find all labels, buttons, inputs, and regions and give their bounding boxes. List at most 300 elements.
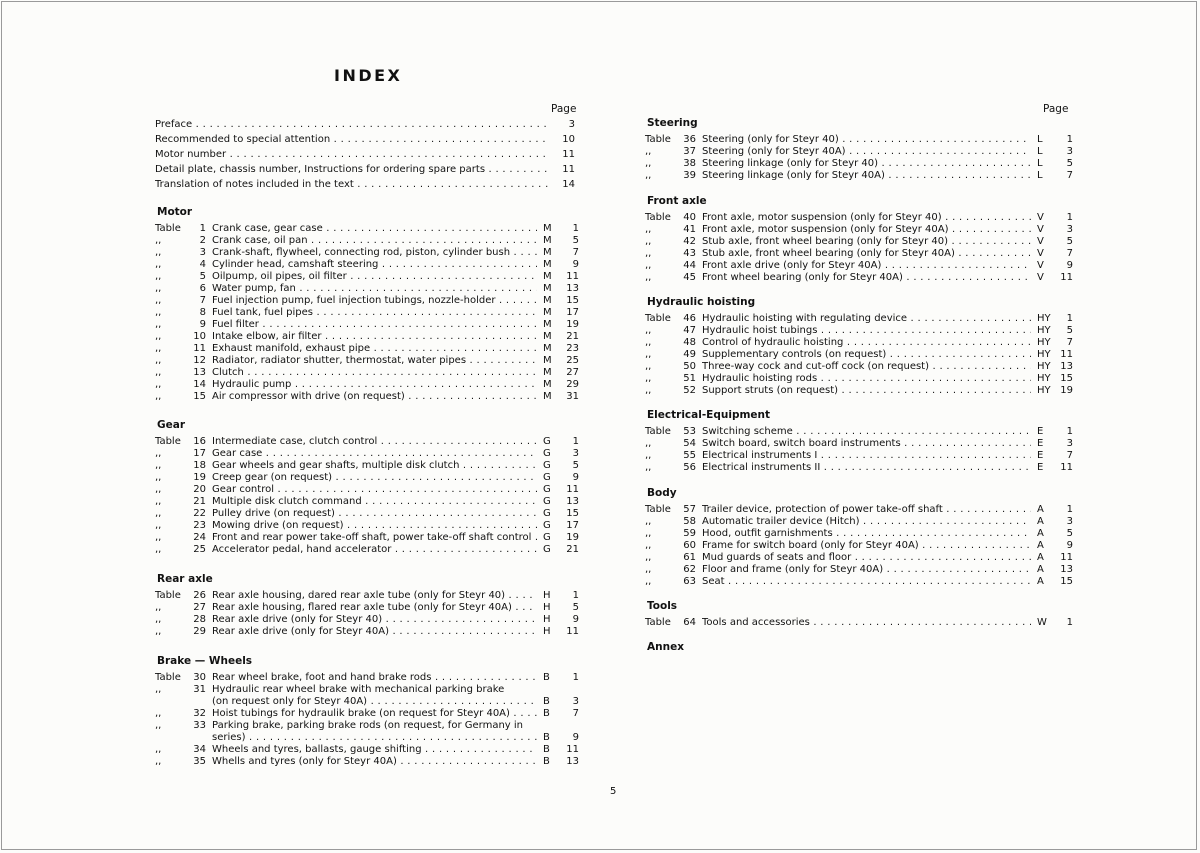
entry-prefix: ,, (645, 576, 652, 587)
table-entry (645, 260, 1073, 272)
table-number: 54 (683, 438, 696, 449)
entry-prefix: Table (645, 212, 671, 223)
entry-prefix: ,, (645, 462, 652, 473)
entry-title: Motor number . . . (155, 149, 549, 161)
entry-title: Rear axle drive (only for Steyr 40) . . . (212, 614, 537, 626)
table-entry (155, 319, 579, 331)
entry-prefix: ,, (155, 379, 162, 390)
entry-title: Automatic trailer device (Hitch) . . . (702, 516, 1031, 528)
table-entry (155, 732, 579, 744)
table-entry (155, 720, 579, 732)
table-entry (645, 236, 1073, 248)
entry-prefix: ,, (155, 307, 162, 318)
table-entry (645, 158, 1073, 170)
entry-page: 7 (1066, 337, 1073, 348)
section-heading: Gear (157, 419, 186, 431)
entry-page: 11 (562, 148, 575, 160)
entry-page: 11 (562, 163, 575, 175)
table-entry (645, 134, 1073, 146)
entry-page: 11 (566, 744, 579, 755)
group-letter: G (543, 544, 551, 555)
entry-page: 17 (566, 307, 579, 318)
entry-page: 11 (566, 626, 579, 637)
entry-title: Detail plate, chassis number, Instructions for ordering spare parts . . . (155, 164, 549, 176)
entry-page: 15 (1060, 576, 1073, 587)
table-number: 28 (193, 614, 206, 625)
section-hydraulic-hoisting (645, 295, 1073, 397)
entry-prefix: ,, (155, 708, 162, 719)
table-number: 8 (199, 307, 206, 318)
entry-title: Crank-shaft, flywheel, connecting rod, piston, cylinder bush . . . (212, 247, 537, 259)
table-number: 55 (683, 450, 696, 461)
table-entry (155, 331, 579, 343)
entry-title: Rear axle drive (only for Steyr 40A) . . . (212, 626, 537, 638)
entry-prefix: ,, (645, 224, 652, 235)
table-number: 39 (683, 170, 696, 181)
entry-page: 25 (566, 355, 579, 366)
entry-page: 27 (566, 367, 579, 378)
group-letter: A (1037, 564, 1044, 575)
group-letter: G (543, 532, 551, 543)
entry-prefix: ,, (645, 385, 652, 396)
entry-title: Parking brake, parking brake rods (on request, for Germany in (212, 720, 523, 731)
entry-title: Front wheel bearing (only for Steyr 40A) . . . (702, 272, 1031, 284)
table-entry (645, 552, 1073, 564)
entry-page: 5 (1066, 158, 1073, 169)
entry-title: Steering linkage (only for Steyr 40A) . . . (702, 170, 1031, 182)
group-letter: G (543, 436, 551, 447)
page-column-header-left: Page (551, 103, 577, 115)
entry-prefix (155, 696, 190, 708)
table-entry (155, 708, 579, 720)
entry-prefix: ,, (155, 343, 162, 354)
group-letter: G (543, 472, 551, 483)
table-entry (155, 367, 579, 379)
table-number: 49 (683, 349, 696, 360)
entry-page: 1 (572, 672, 579, 683)
group-letter: G (543, 508, 551, 519)
table-entry (155, 223, 579, 235)
entry-title: Electrical instruments I . . . (702, 450, 1031, 462)
entry-page: 13 (1060, 564, 1073, 575)
entry-page: 3 (572, 448, 579, 459)
group-letter: G (543, 448, 551, 459)
entry-title: Fuel tank, fuel pipes . . . (212, 307, 537, 319)
table-number: 16 (193, 436, 206, 447)
entry-page: 1 (572, 590, 579, 601)
entry-page: 3 (1066, 438, 1073, 449)
entry-title: Recommended to special attention . . . (155, 134, 549, 146)
table-number: 10 (193, 331, 206, 342)
entry-title: Gear case . . . (212, 448, 537, 460)
table-entry (645, 426, 1073, 438)
table-entry (155, 626, 579, 638)
entry-prefix: ,, (155, 496, 162, 507)
entry-prefix: ,, (645, 373, 652, 384)
table-entry (155, 343, 579, 355)
entry-title: Radiator, radiator shutter, thermostat, water pipes . . . (212, 355, 537, 367)
entry-prefix: ,, (155, 259, 162, 270)
entry-page: 9 (572, 472, 579, 483)
group-letter: B (543, 744, 550, 755)
table-entry (155, 259, 579, 271)
table-entry (155, 283, 579, 295)
group-letter: E (1037, 438, 1044, 449)
table-entry (155, 247, 579, 259)
entry-prefix: ,, (645, 146, 652, 157)
section-heading: Motor (157, 206, 193, 218)
table-number: 40 (683, 212, 696, 223)
table-number: 14 (193, 379, 206, 390)
group-letter (537, 720, 561, 732)
group-letter: HY (1037, 373, 1051, 384)
table-entry (155, 271, 579, 283)
misc-entry (155, 132, 579, 147)
misc-entry (155, 117, 579, 132)
table-entry (645, 504, 1073, 516)
group-letter: L (1037, 170, 1043, 181)
group-letter: V (1037, 236, 1044, 247)
entry-page: 7 (572, 247, 579, 258)
entry-page: 14 (562, 178, 575, 190)
entry-title: Hydraulic hoisting rods . . . (702, 373, 1031, 385)
entry-prefix: Table (155, 223, 181, 234)
entry-page: 11 (1060, 462, 1073, 473)
table-entry (155, 355, 579, 367)
entry-prefix: ,, (155, 744, 162, 755)
table-number: 1 (199, 223, 206, 234)
table-entry (645, 385, 1073, 397)
group-letter: M (543, 271, 552, 282)
group-letter: M (543, 319, 552, 330)
entry-page: 7 (1066, 450, 1073, 461)
table-entry (155, 508, 579, 520)
group-letter: M (543, 259, 552, 270)
entry-page: 5 (1066, 236, 1073, 247)
entry-prefix: ,, (155, 331, 162, 342)
entry-prefix: ,, (155, 544, 162, 555)
entry-page: 10 (562, 133, 575, 145)
entry-page: 21 (566, 544, 579, 555)
entry-title: Preface . . . (155, 119, 549, 131)
table-number: 38 (683, 158, 696, 169)
table-number: 31 (193, 684, 206, 695)
table-entry (645, 248, 1073, 260)
group-letter: V (1037, 224, 1044, 235)
entry-title: Hydraulic pump . . . (212, 379, 537, 391)
group-letter: B (543, 696, 550, 707)
table-number: 32 (193, 708, 206, 719)
entry-prefix: ,, (155, 460, 162, 471)
entry-title: Multiple disk clutch command . . . (212, 496, 537, 508)
section-heading: Annex (647, 641, 684, 653)
table-entry (645, 170, 1073, 182)
entry-page: 17 (566, 520, 579, 531)
misc-list (155, 117, 579, 192)
entry-title: Crank case, oil pan . . . (212, 235, 537, 247)
section-heading: Body (647, 487, 677, 499)
table-number: 25 (193, 544, 206, 555)
entry-page: 15 (1060, 373, 1073, 384)
entry-page: 7 (1066, 170, 1073, 181)
entry-title: Mud guards of seats and floor . . . (702, 552, 1031, 564)
entry-title: Wheels and tyres, ballasts, gauge shifting . . . (212, 744, 537, 756)
entry-page: 5 (1066, 325, 1073, 336)
table-number: 4 (199, 259, 206, 270)
table-number: 12 (193, 355, 206, 366)
entry-title: Front axle drive (only for Steyr 40A) . . . (702, 260, 1031, 272)
section-heading: Tools (647, 600, 678, 612)
table-entry (155, 460, 579, 472)
entry-page: 5 (572, 460, 579, 471)
group-letter: V (1037, 248, 1044, 259)
entry-prefix: ,, (645, 158, 652, 169)
table-entry (645, 349, 1073, 361)
entry-prefix: ,, (155, 472, 162, 483)
table-entry (155, 602, 579, 614)
table-number: 13 (193, 367, 206, 378)
table-entry (155, 307, 579, 319)
entry-page: 11 (1060, 349, 1073, 360)
table-entry (155, 379, 579, 391)
entry-title: Trailer device, protection of power take-off shaft . . . (702, 504, 1031, 516)
group-letter: H (543, 614, 551, 625)
table-number: 63 (683, 576, 696, 587)
group-letter: M (543, 331, 552, 342)
entry-prefix: ,, (155, 271, 162, 282)
entry-page: 7 (1066, 248, 1073, 259)
entry-page: 15 (566, 295, 579, 306)
table-number: 23 (193, 520, 206, 531)
table-entry (155, 590, 579, 602)
entry-page: 1 (1066, 617, 1073, 628)
entry-page: 11 (1060, 552, 1073, 563)
table-number: 6 (199, 283, 206, 294)
entry-page: 21 (566, 331, 579, 342)
table-number: 24 (193, 532, 206, 543)
entry-title: Gear wheels and gear shafts, multiple disk clutch . . . (212, 460, 537, 472)
table-number: 18 (193, 460, 206, 471)
entry-title: Steering (only for Steyr 40A) . . . (702, 146, 1031, 158)
group-letter: E (1037, 450, 1044, 461)
entry-page: 13 (566, 496, 579, 507)
table-number: 43 (683, 248, 696, 259)
entry-title: Tools and accessories . . . (702, 617, 1031, 629)
entry-page: 3 (1066, 146, 1073, 157)
table-number: 19 (193, 472, 206, 483)
table-entry (645, 462, 1073, 474)
entry-title: Frame for switch board (only for Steyr 40A) . . . (702, 540, 1031, 552)
table-entry (645, 438, 1073, 450)
entry-prefix: ,, (155, 295, 162, 306)
entry-prefix: ,, (155, 602, 162, 613)
entry-prefix: ,, (645, 552, 652, 563)
group-letter: V (1037, 272, 1044, 283)
entry-page: 11 (1060, 272, 1073, 283)
group-letter: M (543, 223, 552, 234)
entry-title: Floor and frame (only for Steyr 40A) . . . (702, 564, 1031, 576)
entry-prefix: ,, (155, 508, 162, 519)
entry-page: 1 (1066, 212, 1073, 223)
group-letter: B (543, 756, 550, 767)
table-entry (645, 325, 1073, 337)
group-letter: M (543, 295, 552, 306)
entry-prefix: ,, (155, 247, 162, 258)
page-number: 5 (610, 786, 617, 797)
section-heading: Hydraulic hoisting (647, 296, 756, 308)
entry-title: series) . . . (212, 732, 537, 744)
entry-page: 29 (566, 379, 579, 390)
entry-title: Front and rear power take-off shaft, power take-off shaft control . . . (212, 532, 537, 544)
entry-title: Whells and tyres (only for Steyr 40A) . . . (212, 756, 537, 768)
entry-page: 9 (572, 259, 579, 270)
entry-page: 11 (566, 484, 579, 495)
entry-prefix: ,, (155, 720, 162, 731)
entry-title: Hoist tubings for hydraulik brake (on request for Steyr 40A) . . . (212, 708, 537, 720)
entry-prefix: ,, (645, 236, 652, 247)
table-number: 59 (683, 528, 696, 539)
group-letter: M (543, 379, 552, 390)
table-entry (155, 696, 579, 708)
entry-page: 5 (1066, 528, 1073, 539)
entry-prefix: ,, (645, 564, 652, 575)
entry-prefix: ,, (155, 756, 162, 767)
entry-prefix: ,, (645, 516, 652, 527)
section-annex (645, 640, 1073, 658)
entry-page: 9 (1066, 540, 1073, 551)
group-letter: M (543, 235, 552, 246)
table-number: 51 (683, 373, 696, 384)
entry-page: 9 (572, 732, 579, 743)
table-number: 26 (193, 590, 206, 601)
entry-title: Translation of notes included in the text . . . (155, 179, 549, 191)
entry-title: Oilpump, oil pipes, oil filter . . . (212, 271, 537, 283)
index-title: INDEX (334, 66, 403, 85)
table-number: 35 (193, 756, 206, 767)
page-column-header-right: Page (1043, 103, 1069, 115)
entry-page: 31 (566, 391, 579, 402)
entry-prefix: ,, (155, 626, 162, 637)
misc-entry (155, 162, 579, 177)
group-letter: E (1037, 462, 1044, 473)
entry-prefix: ,, (155, 391, 162, 402)
group-letter: L (1037, 158, 1043, 169)
table-entry (645, 146, 1073, 158)
group-letter: H (543, 602, 551, 613)
table-number: 37 (683, 146, 696, 157)
entry-page: 7 (572, 708, 579, 719)
entry-prefix: ,, (155, 367, 162, 378)
section-front-axle (645, 194, 1073, 284)
entry-page: 5 (572, 602, 579, 613)
table-entry (155, 448, 579, 460)
section-motor (155, 205, 579, 403)
group-letter: V (1037, 260, 1044, 271)
table-entry (155, 672, 579, 684)
table-entry (645, 212, 1073, 224)
group-letter: G (543, 484, 551, 495)
entry-page: 13 (566, 756, 579, 767)
entry-title: Hydraulic rear wheel brake with mechanical parking brake (212, 684, 505, 695)
section-heading: Front axle (647, 195, 707, 207)
entry-prefix: ,, (645, 272, 652, 283)
table-number (190, 732, 212, 744)
entry-title: Rear axle housing, flared rear axle tube (only for Steyr 40A) . . . (212, 602, 537, 614)
table-number: 9 (199, 319, 206, 330)
entry-prefix: ,, (155, 520, 162, 531)
entry-prefix: Table (645, 426, 671, 437)
table-number: 42 (683, 236, 696, 247)
table-entry (645, 450, 1073, 462)
table-entry (155, 391, 579, 403)
table-entry (645, 313, 1073, 325)
table-number: 60 (683, 540, 696, 551)
section-rear-axle (155, 572, 579, 638)
table-entry (155, 744, 579, 756)
table-number: 3 (199, 247, 206, 258)
table-number: 20 (193, 484, 206, 495)
table-number: 36 (683, 134, 696, 145)
group-letter: L (1037, 134, 1043, 145)
entry-page: 3 (568, 118, 575, 130)
group-letter: M (543, 355, 552, 366)
table-entry (155, 472, 579, 484)
group-letter: M (543, 343, 552, 354)
group-letter: HY (1037, 325, 1051, 336)
table-number: 53 (683, 426, 696, 437)
entry-page: 19 (1060, 385, 1073, 396)
group-letter: G (543, 496, 551, 507)
table-number: 34 (193, 744, 206, 755)
table-entry (645, 576, 1073, 588)
group-letter: A (1037, 576, 1044, 587)
group-letter: M (543, 247, 552, 258)
group-letter: B (543, 672, 550, 683)
entry-prefix: Table (645, 504, 671, 515)
entry-page: 9 (1066, 260, 1073, 271)
entry-page: 1 (1066, 426, 1073, 437)
table-number: 58 (683, 516, 696, 527)
entry-prefix: ,, (645, 260, 652, 271)
entry-page: 1 (572, 223, 579, 234)
entry-title: Steering (only for Steyr 40) . . . (702, 134, 1031, 146)
table-number: 21 (193, 496, 206, 507)
table-entry (155, 684, 579, 696)
table-number: 30 (193, 672, 206, 683)
entry-title: Clutch . . . (212, 367, 537, 379)
entry-prefix: Table (645, 134, 671, 145)
group-letter: HY (1037, 349, 1051, 360)
section-heading: Brake — Wheels (157, 655, 253, 667)
entry-prefix: ,, (645, 450, 652, 461)
entry-title: Switching scheme . . . (702, 426, 1031, 438)
entry-prefix: ,, (645, 337, 652, 348)
entry-prefix: Table (155, 590, 181, 601)
table-number: 27 (193, 602, 206, 613)
table-entry (155, 496, 579, 508)
table-entry (645, 528, 1073, 540)
entry-prefix: ,, (645, 528, 652, 539)
table-entry (155, 235, 579, 247)
entry-title: Accelerator pedal, hand accelerator . . . (212, 544, 537, 556)
section-heading: Steering (647, 117, 698, 129)
entry-prefix: Table (155, 672, 181, 683)
group-letter: M (543, 367, 552, 378)
table-entry (155, 436, 579, 448)
entry-page: 9 (572, 614, 579, 625)
entry-title: Air compressor with drive (on request) . . . (212, 391, 537, 403)
group-letter: M (543, 307, 552, 318)
